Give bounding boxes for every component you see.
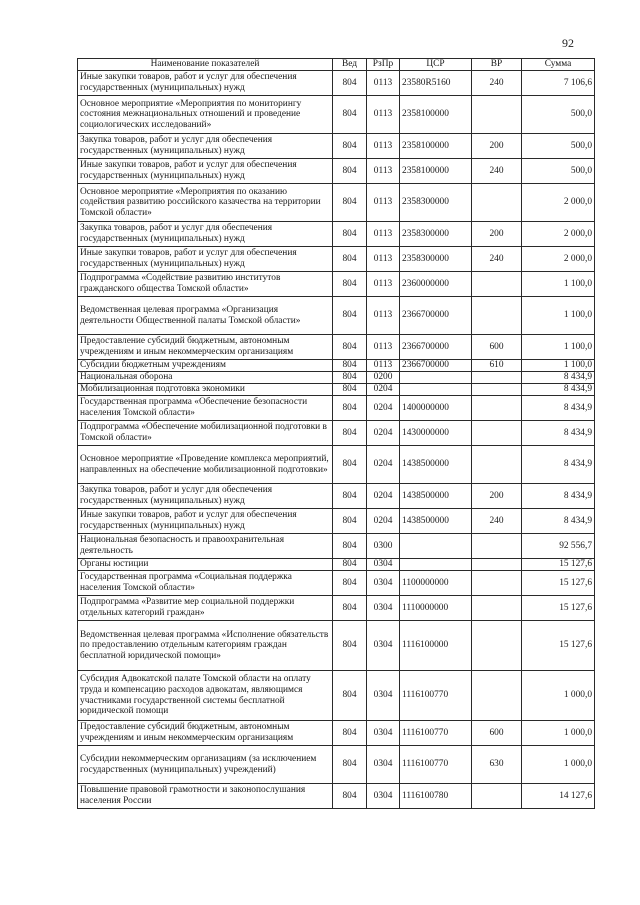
table-row <box>78 247 595 272</box>
table-row <box>78 396 595 421</box>
row-csr: 1438500000 <box>400 484 472 509</box>
row-vr <box>472 559 522 571</box>
row-sum: 8 434,9 <box>522 396 595 421</box>
row-sum: 1 000,0 <box>522 671 595 721</box>
table-row <box>78 421 595 446</box>
row-vr: 630 <box>472 746 522 784</box>
row-vr: 240 <box>472 71 522 96</box>
row-vr <box>472 571 522 596</box>
row-vr: 200 <box>472 134 522 159</box>
row-csr: 2358300000 <box>400 247 472 272</box>
row-csr: 1110000000 <box>400 596 472 621</box>
row-name: Субсидии некоммерческим организациям (за исключением государственных (муниципальных) учреждений) <box>78 746 333 784</box>
row-rzpr: 0113 <box>367 134 400 159</box>
row-rzpr: 0204 <box>367 509 400 534</box>
row-rzpr: 0304 <box>367 721 400 746</box>
row-rzpr: 0300 <box>367 534 400 559</box>
row-csr: 23580R5160 <box>400 71 472 96</box>
row-csr: 1438500000 <box>400 446 472 484</box>
row-name: Мобилизационная подготовка экономики <box>78 384 333 396</box>
row-sum: 15 127,6 <box>522 571 595 596</box>
row-csr <box>400 534 472 559</box>
row-ved: 804 <box>333 484 367 509</box>
row-rzpr: 0113 <box>367 272 400 297</box>
row-csr: 2358100000 <box>400 159 472 184</box>
row-csr: 2358300000 <box>400 222 472 247</box>
row-sum: 15 127,6 <box>522 596 595 621</box>
row-vr: 240 <box>472 159 522 184</box>
row-vr: 200 <box>472 484 522 509</box>
table-row <box>78 134 595 159</box>
row-vr: 600 <box>472 721 522 746</box>
row-name: Субсидии бюджетным учреждениям <box>78 360 333 372</box>
row-name: Подпрограмма «Развитие мер социальной поддержки отдельных категорий граждан» <box>78 596 333 621</box>
row-sum: 1 100,0 <box>522 272 595 297</box>
table-row <box>78 297 595 335</box>
row-vr <box>472 384 522 396</box>
row-vr <box>472 297 522 335</box>
table-row <box>78 159 595 184</box>
table-row <box>78 384 595 396</box>
row-vr <box>472 396 522 421</box>
row-ved: 804 <box>333 784 367 809</box>
row-rzpr: 0113 <box>367 184 400 222</box>
row-vr <box>472 621 522 671</box>
row-sum: 2 000,0 <box>522 247 595 272</box>
row-rzpr: 0304 <box>367 671 400 721</box>
row-csr: 1438500000 <box>400 509 472 534</box>
row-vr <box>472 446 522 484</box>
row-sum: 1 000,0 <box>522 721 595 746</box>
row-rzpr: 0304 <box>367 621 400 671</box>
table-row <box>78 96 595 134</box>
table-row <box>78 784 595 809</box>
row-ved: 804 <box>333 96 367 134</box>
row-ved: 804 <box>333 184 367 222</box>
row-name: Основное мероприятие «Мероприятия по оказанию содействия развитию российского казачества на территории Томской области» <box>78 184 333 222</box>
table-row <box>78 484 595 509</box>
row-sum: 500,0 <box>522 134 595 159</box>
row-vr <box>472 272 522 297</box>
row-name: Предоставление субсидий бюджетным, автономным учреждениям и иным некоммерческим организациям <box>78 721 333 746</box>
row-rzpr: 0113 <box>367 335 400 360</box>
row-ved: 804 <box>333 721 367 746</box>
table-row <box>78 721 595 746</box>
row-csr: 1400000000 <box>400 396 472 421</box>
row-csr: 2366700000 <box>400 297 472 335</box>
row-csr: 2366700000 <box>400 360 472 372</box>
row-vr: 610 <box>472 360 522 372</box>
row-name: Повышение правовой грамотности и законопослушания населения России <box>78 784 333 809</box>
row-ved: 804 <box>333 247 367 272</box>
row-sum: 1 100,0 <box>522 335 595 360</box>
row-name: Закупка товаров, работ и услуг для обеспечения государственных (муниципальных) нужд <box>78 484 333 509</box>
row-vr <box>472 421 522 446</box>
row-rzpr: 0304 <box>367 559 400 571</box>
row-name: Закупка товаров, работ и услуг для обеспечения государственных (муниципальных) нужд <box>78 222 333 247</box>
table-row <box>78 571 595 596</box>
table-row <box>78 446 595 484</box>
row-sum: 500,0 <box>522 159 595 184</box>
row-rzpr: 0204 <box>367 446 400 484</box>
table-row <box>78 372 595 384</box>
header-csr: ЦСР <box>400 59 472 71</box>
row-ved: 804 <box>333 71 367 96</box>
row-csr <box>400 384 472 396</box>
row-ved: 804 <box>333 571 367 596</box>
row-vr: 200 <box>472 222 522 247</box>
row-rzpr: 0304 <box>367 746 400 784</box>
row-name: Иные закупки товаров, работ и услуг для обеспечения государственных (муниципальных) нужд <box>78 509 333 534</box>
header-rzpr: РзПр <box>367 59 400 71</box>
table-row <box>78 746 595 784</box>
row-rzpr: 0113 <box>367 159 400 184</box>
row-rzpr: 0204 <box>367 421 400 446</box>
row-rzpr: 0200 <box>367 372 400 384</box>
row-vr <box>472 671 522 721</box>
page-number: 92 <box>562 36 574 50</box>
row-ved: 804 <box>333 396 367 421</box>
row-name: Государственная программа «Обеспечение безопасности населения Томской области» <box>78 396 333 421</box>
row-ved: 804 <box>333 384 367 396</box>
row-name: Национальная безопасность и правоохранительная деятельность <box>78 534 333 559</box>
row-name: Ведомственная целевая программа «Исполнение обязательств по предоставлению отдельным категориям граждан бесплатной юридической помощи» <box>78 621 333 671</box>
row-ved: 804 <box>333 360 367 372</box>
row-csr: 2366700000 <box>400 335 472 360</box>
row-rzpr: 0304 <box>367 784 400 809</box>
row-vr <box>472 372 522 384</box>
row-csr <box>400 372 472 384</box>
row-sum: 15 127,6 <box>522 559 595 571</box>
table-row <box>78 272 595 297</box>
row-ved: 804 <box>333 671 367 721</box>
row-name: Подпрограмма «Содействие развитию институтов гражданского общества Томской области» <box>78 272 333 297</box>
row-csr <box>400 559 472 571</box>
row-rzpr: 0113 <box>367 360 400 372</box>
row-csr: 2358300000 <box>400 184 472 222</box>
row-rzpr: 0113 <box>367 297 400 335</box>
row-csr: 2358100000 <box>400 134 472 159</box>
table-row <box>78 596 595 621</box>
row-name: Основное мероприятие «Проведение комплекса мероприятий, направленных на обеспечение мобилизационной подготовки» <box>78 446 333 484</box>
row-rzpr: 0204 <box>367 396 400 421</box>
row-name: Иные закупки товаров, работ и услуг для обеспечения государственных (муниципальных) нужд <box>78 247 333 272</box>
row-sum: 8 434,9 <box>522 484 595 509</box>
table-header-row <box>78 59 595 71</box>
header-sum: Сумма <box>522 59 595 71</box>
row-rzpr: 0113 <box>367 71 400 96</box>
header-ved: Вед <box>333 59 367 71</box>
row-csr: 1430000000 <box>400 421 472 446</box>
row-sum: 8 434,9 <box>522 509 595 534</box>
row-sum: 92 556,7 <box>522 534 595 559</box>
row-vr: 240 <box>472 247 522 272</box>
row-name: Субсидия Адвокатской палате Томской области на оплату труда и компенсацию расходов адвокатам, являющимся участниками государственной системы бесплатной юридической помощи <box>78 671 333 721</box>
row-sum: 8 434,9 <box>522 372 595 384</box>
row-vr <box>472 534 522 559</box>
row-ved: 804 <box>333 372 367 384</box>
row-vr <box>472 184 522 222</box>
table-row <box>78 222 595 247</box>
row-sum: 8 434,9 <box>522 384 595 396</box>
row-rzpr: 0204 <box>367 484 400 509</box>
row-name: Ведомственная целевая программа «Организация деятельности Общественной палаты Томской области» <box>78 297 333 335</box>
row-ved: 804 <box>333 222 367 247</box>
row-name: Органы юстиции <box>78 559 333 571</box>
row-ved: 804 <box>333 621 367 671</box>
row-rzpr: 0204 <box>367 384 400 396</box>
row-rzpr: 0113 <box>367 96 400 134</box>
row-csr: 1116100780 <box>400 784 472 809</box>
table-row <box>78 509 595 534</box>
row-rzpr: 0113 <box>367 247 400 272</box>
table-row <box>78 534 595 559</box>
header-name: Наименование показателей <box>78 59 333 71</box>
row-sum: 1 000,0 <box>522 746 595 784</box>
row-rzpr: 0113 <box>367 222 400 247</box>
budget-table <box>77 58 595 809</box>
table-row <box>78 184 595 222</box>
row-name: Государственная программа «Социальная поддержка населения Томской области» <box>78 571 333 596</box>
row-sum: 2 000,0 <box>522 222 595 247</box>
row-ved: 804 <box>333 534 367 559</box>
row-ved: 804 <box>333 446 367 484</box>
row-ved: 804 <box>333 335 367 360</box>
row-ved: 804 <box>333 596 367 621</box>
header-vr: ВР <box>472 59 522 71</box>
table-row <box>78 621 595 671</box>
row-rzpr: 0304 <box>367 571 400 596</box>
row-name: Предоставление субсидий бюджетным, автономным учреждениям и иным некоммерческим организациям <box>78 335 333 360</box>
row-sum: 8 434,9 <box>522 446 595 484</box>
row-vr <box>472 596 522 621</box>
row-sum: 7 106,6 <box>522 71 595 96</box>
row-csr: 1116100000 <box>400 621 472 671</box>
row-csr: 1116100770 <box>400 721 472 746</box>
table-row <box>78 671 595 721</box>
row-sum: 1 100,0 <box>522 360 595 372</box>
row-csr: 1116100770 <box>400 671 472 721</box>
row-sum: 15 127,6 <box>522 621 595 671</box>
row-csr: 1116100770 <box>400 746 472 784</box>
row-ved: 804 <box>333 746 367 784</box>
row-ved: 804 <box>333 297 367 335</box>
row-name: Иные закупки товаров, работ и услуг для обеспечения государственных (муниципальных) нужд <box>78 71 333 96</box>
row-sum: 8 434,9 <box>522 421 595 446</box>
row-name: Закупка товаров, работ и услуг для обеспечения государственных (муниципальных) нужд <box>78 134 333 159</box>
table-row <box>78 360 595 372</box>
row-csr: 2358100000 <box>400 96 472 134</box>
table-row <box>78 71 595 96</box>
row-sum: 500,0 <box>522 96 595 134</box>
row-ved: 804 <box>333 509 367 534</box>
row-sum: 14 127,6 <box>522 784 595 809</box>
row-vr: 240 <box>472 509 522 534</box>
row-ved: 804 <box>333 159 367 184</box>
row-ved: 804 <box>333 134 367 159</box>
row-vr <box>472 784 522 809</box>
row-vr: 600 <box>472 335 522 360</box>
row-name: Иные закупки товаров, работ и услуг для обеспечения государственных (муниципальных) нужд <box>78 159 333 184</box>
row-ved: 804 <box>333 559 367 571</box>
row-sum: 1 100,0 <box>522 297 595 335</box>
row-ved: 804 <box>333 272 367 297</box>
row-name: Основное мероприятие «Мероприятия по мониторингу состояния межнациональных отношений и проведение социологических исследований» <box>78 96 333 134</box>
row-csr: 2360000000 <box>400 272 472 297</box>
row-name: Подпрограмма «Обеспечение мобилизационной подготовки в Томской области» <box>78 421 333 446</box>
row-sum: 2 000,0 <box>522 184 595 222</box>
row-csr: 1100000000 <box>400 571 472 596</box>
row-ved: 804 <box>333 421 367 446</box>
table-row <box>78 559 595 571</box>
row-rzpr: 0304 <box>367 596 400 621</box>
row-name: Национальная оборона <box>78 372 333 384</box>
row-vr <box>472 96 522 134</box>
table-row <box>78 335 595 360</box>
